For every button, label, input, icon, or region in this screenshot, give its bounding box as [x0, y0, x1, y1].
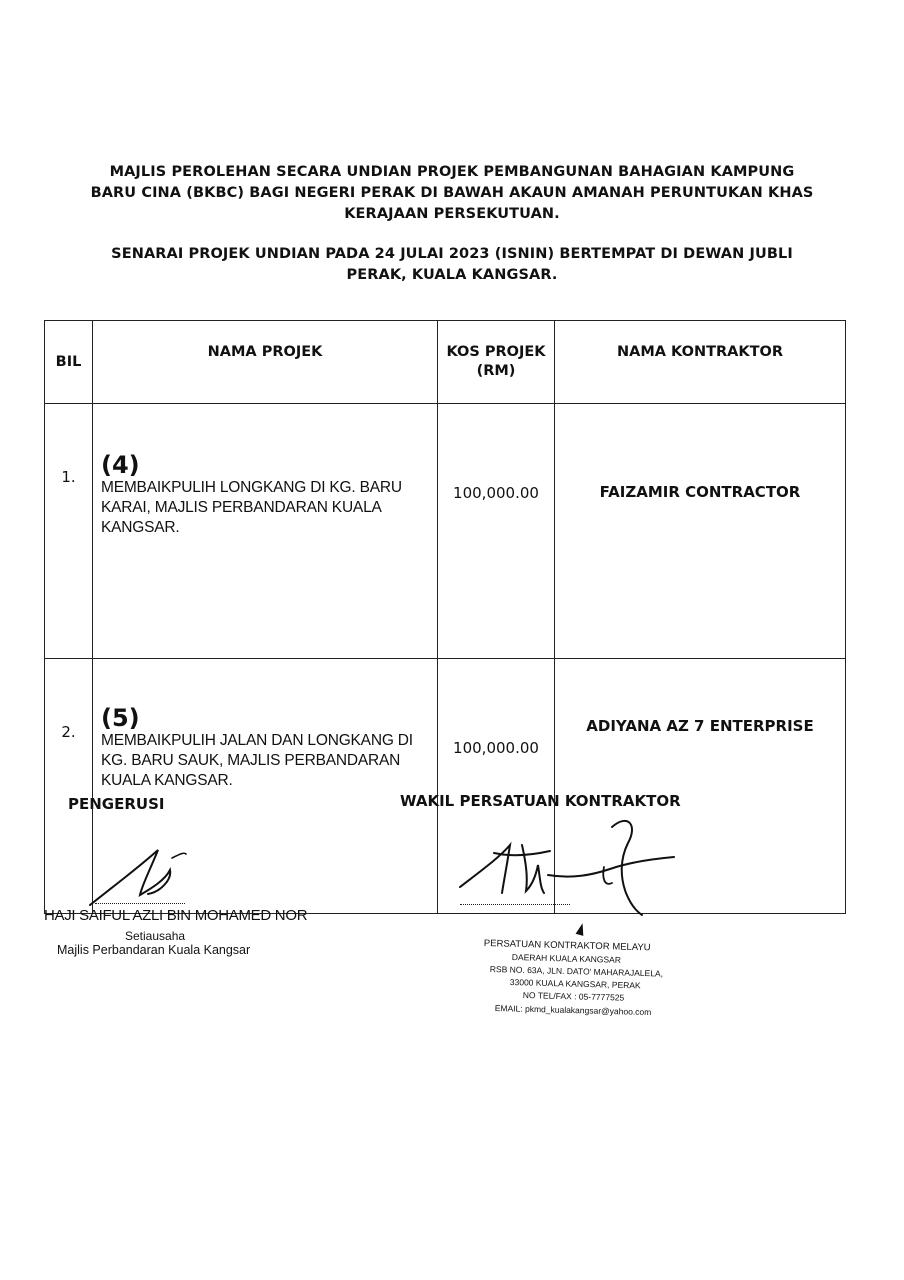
subtitle-line-2: PERAK, KUALA KANGSAR.: [346, 267, 558, 283]
row-bil: 1.: [45, 404, 93, 659]
pengerusi-name: HAJI SAIFUL AZLI BIN MOHAMED NOR: [44, 907, 308, 924]
pengerusi-label: PENGERUSI: [68, 795, 165, 813]
row-cost: 100,000.00: [438, 404, 555, 659]
stamp-line: NO TEL/FAX : 05-7777525: [522, 989, 625, 1003]
subtitle-line-1: SENARAI PROJEK UNDIAN PADA 24 JULAI 2023 (ISNIN) BERTEMPAT DI DEWAN JUBLI: [111, 246, 793, 262]
pengerusi-position: Setiausaha: [125, 929, 186, 943]
col-header-bil: BIL: [45, 321, 93, 404]
stamp-line: EMAIL: pkmd_kualakangsar@yahoo.com: [494, 1002, 652, 1018]
col-header-kos-projek: [438, 321, 555, 404]
pengerusi-dotted-line: [95, 903, 185, 904]
col-header-nama-projek: NAMA PROJEK: [93, 321, 438, 404]
project-desc-line: KANGSAR.: [101, 519, 180, 536]
title-line-3: KERAJAAN PERSEKUTUAN.: [344, 206, 560, 222]
title-line-1: MAJLIS PEROLEHAN SECARA UNDIAN PROJEK PEMBANGUNAN BAHAGIAN KAMPUNG: [109, 164, 795, 180]
stamp-line: 33000 KUALA KANGSAR, PERAK: [509, 976, 641, 991]
wakil-dotted-line: [460, 904, 570, 905]
project-desc-line: KUALA KANGSAR.: [101, 772, 233, 789]
project-desc-line: MEMBAIKPULIH JALAN DAN LONGKANG DI: [101, 732, 413, 749]
stamp-mark: [576, 922, 587, 936]
row-contractor: FAIZAMIR CONTRACTOR: [555, 404, 846, 659]
pengerusi-organisation: Majlis Perbandaran Kuala Kangsar: [57, 943, 251, 957]
stamp-line: RSB NO. 63A, JLN. DATO' MAHARAJALELA,: [489, 963, 664, 979]
col-header-nama-kontraktor: NAMA KONTRAKTOR: [555, 321, 846, 404]
stamp-line: DAERAH KUALA KANGSAR: [511, 951, 622, 965]
project-number: (5): [101, 704, 140, 732]
table-header-row: [45, 321, 846, 404]
row-contractor: ADIYANA AZ 7 ENTERPRISE: [555, 659, 846, 914]
project-table: [44, 320, 846, 914]
project-desc-line: KG. BARU SAUK, MAJLIS PERBANDARAN: [101, 752, 401, 769]
row-cost: 100,000.00: [438, 659, 555, 914]
stamp-line: PERSATUAN KONTRAKTOR MELAYU: [483, 938, 651, 954]
project-desc-line: KARAI, MAJLIS PERBANDARAN KUALA: [101, 499, 382, 516]
kos-header-line1: KOS PROJEK: [446, 344, 546, 360]
title-line-2: BARU CINA (BKBC) BAGI NEGERI PERAK DI BAWAH AKAUN AMANAH PERUNTUKAN KHAS: [90, 185, 814, 201]
kos-header-line2: (RM): [476, 363, 516, 379]
row-project: [93, 404, 438, 659]
table-row: [45, 404, 846, 659]
wakil-label: WAKIL PERSATUAN KONTRAKTOR: [400, 792, 681, 810]
project-number: (4): [101, 451, 140, 479]
project-desc-line: MEMBAIKPULIH LONGKANG DI KG. BARU: [101, 479, 402, 496]
row-bil: 2.: [45, 659, 93, 914]
